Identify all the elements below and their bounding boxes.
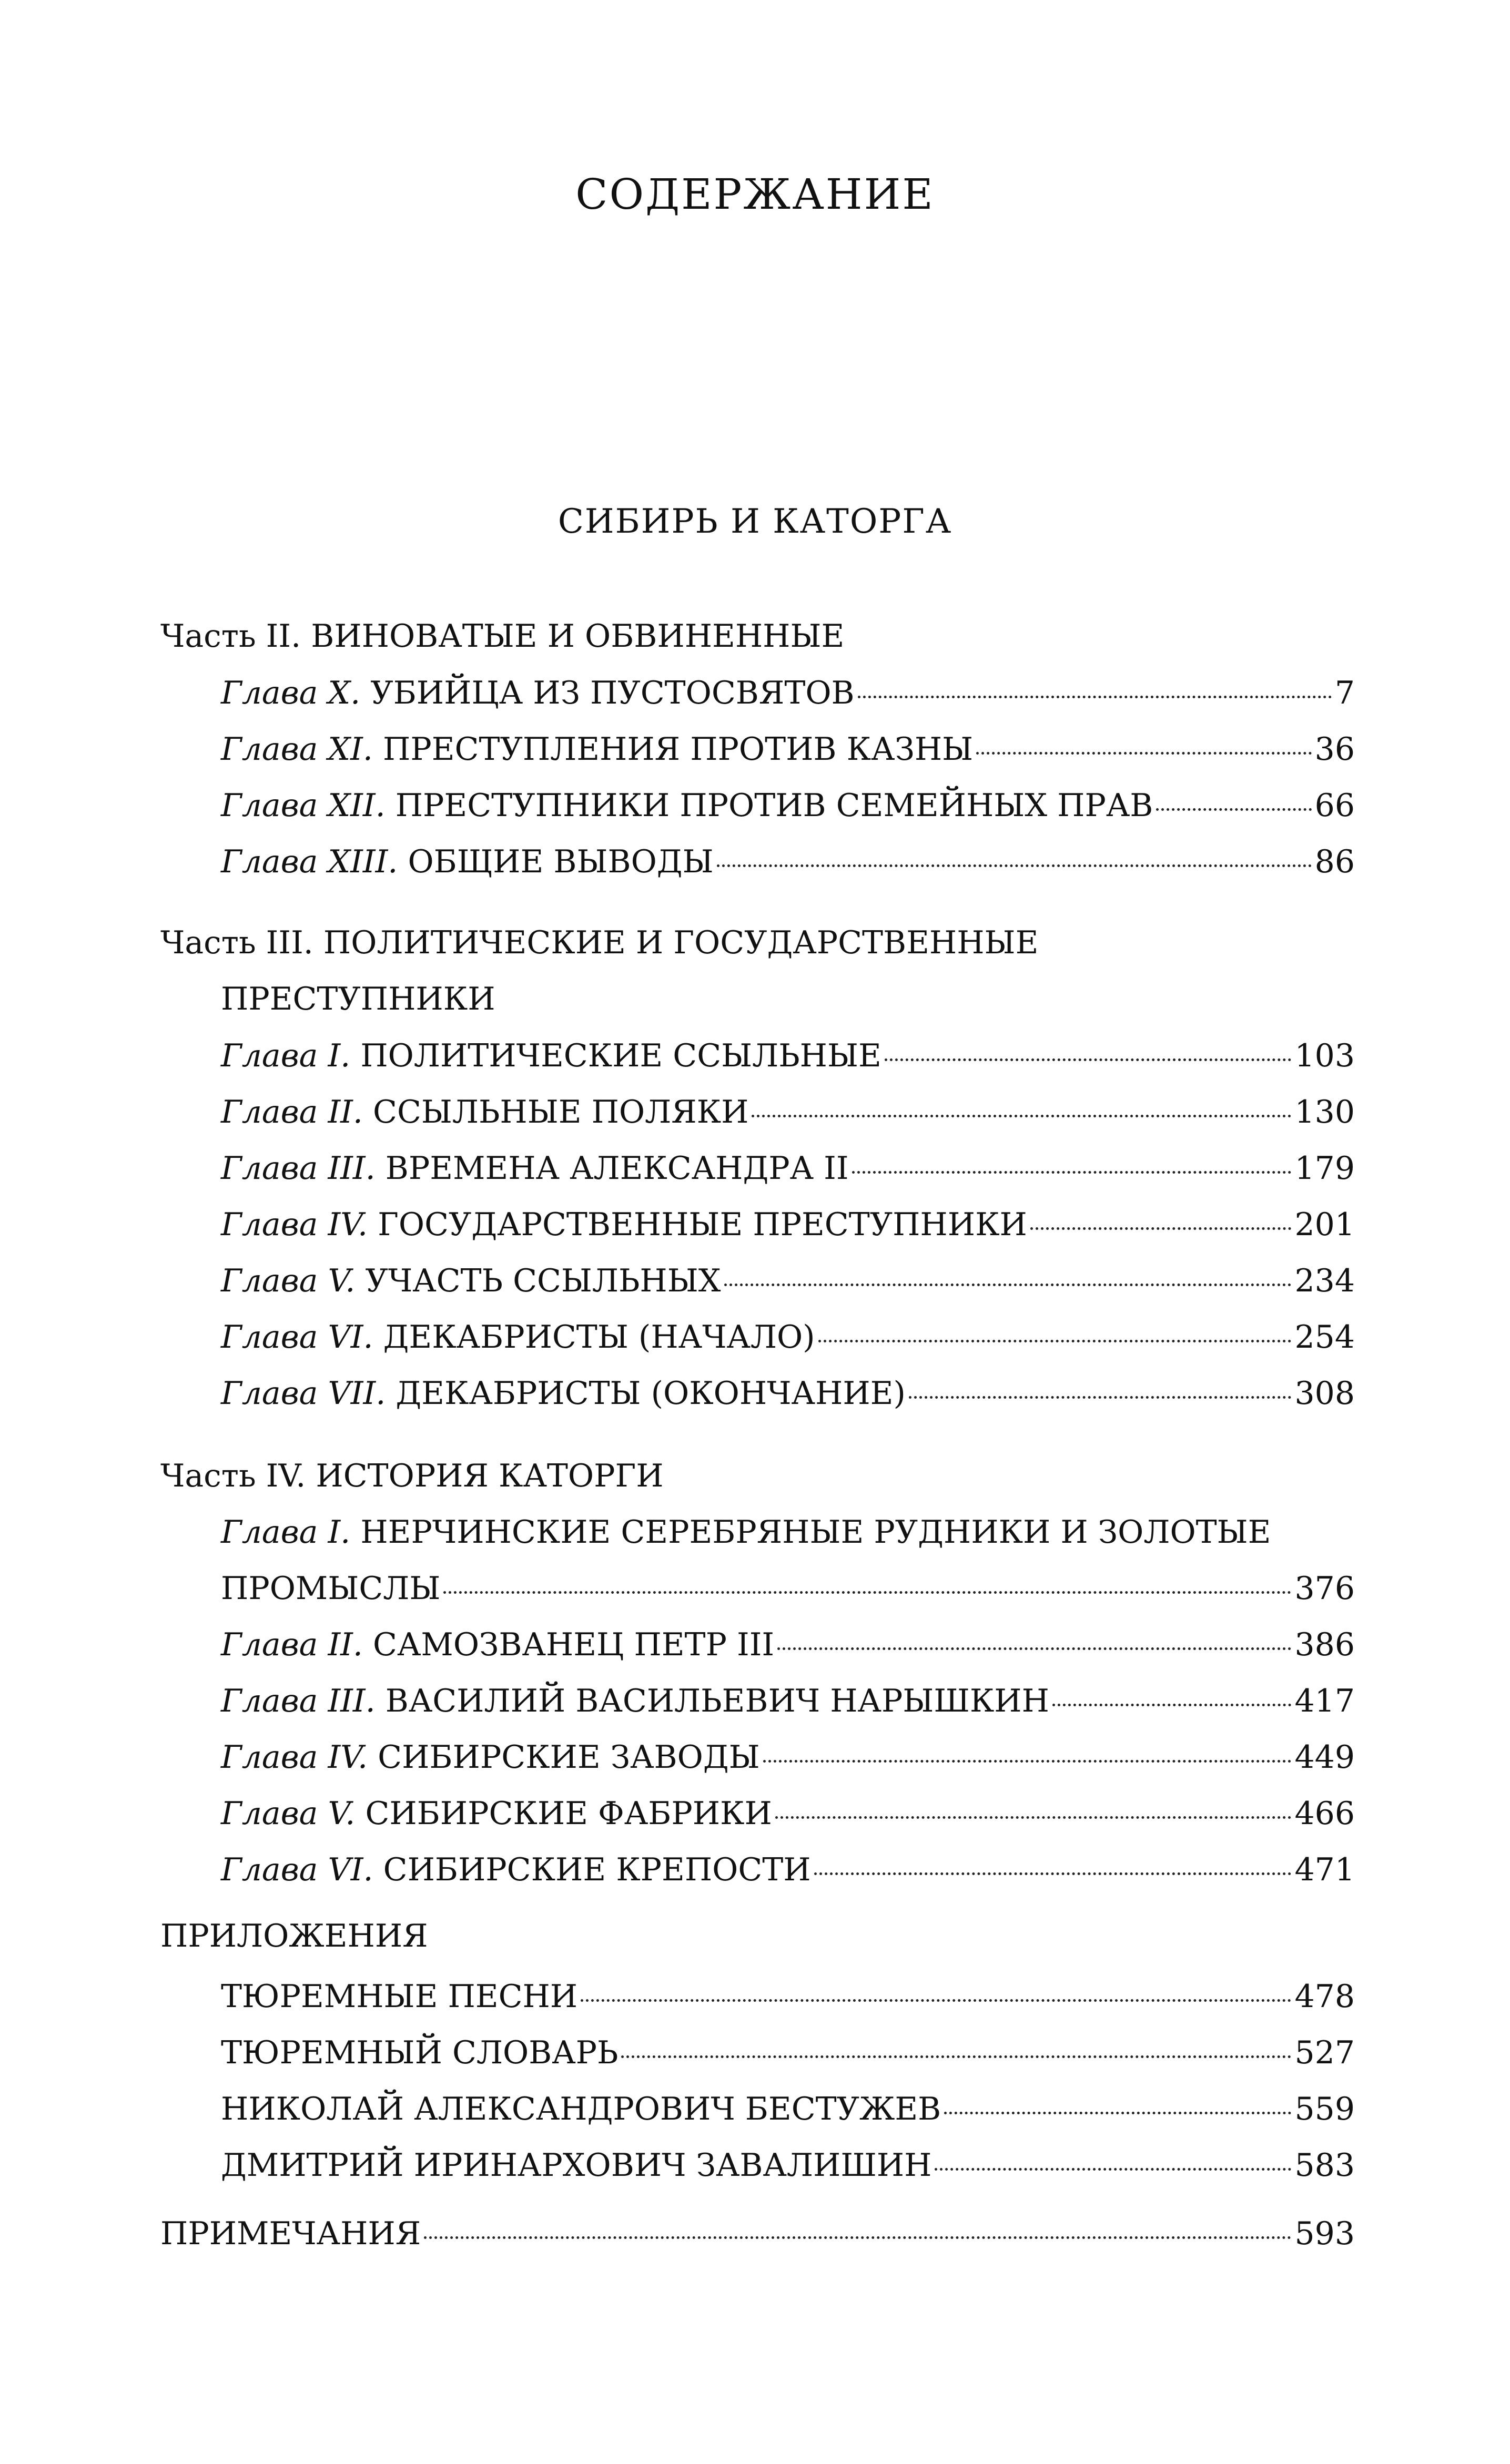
dot-leader <box>885 1058 1292 1061</box>
chapter-number: Глава III. <box>221 1150 376 1187</box>
chapter-title: СИБИРСКИЕ ЗАВОДЫ <box>378 1739 760 1776</box>
page-number: 36 <box>1314 731 1355 768</box>
chapter-title: ПРЕСТУПНИКИ ПРОТИВ СЕМЕЙНЫХ ПРАВ <box>395 787 1153 824</box>
toc-entry[interactable] <box>221 1685 1355 1717</box>
chapter-title: ГОСУДАРСТВЕННЫЕ ПРЕСТУПНИКИ <box>378 1206 1027 1243</box>
dot-leader <box>717 864 1312 867</box>
chapter-title: ОБЩИЕ ВЫВОДЫ <box>408 843 714 880</box>
dot-leader <box>852 1171 1292 1174</box>
part-2-heading: Часть II. ВИНОВАТЫЕ И ОБВИНЕННЫЕ <box>160 618 845 655</box>
toc-entry[interactable] <box>221 1319 1355 1356</box>
page-number: 308 <box>1294 1375 1355 1412</box>
page-number: 417 <box>1294 1683 1355 1719</box>
dot-leader <box>775 1816 1292 1819</box>
dot-leader <box>814 1872 1292 1875</box>
dot-leader <box>752 1115 1291 1117</box>
notes-title: ПРИМЕЧАНИЯ <box>160 2215 421 2252</box>
chapter-number: Глава I. <box>221 1037 351 1074</box>
chapter-title: ДЕКАБРИСТЫ (ОКОНЧАНИЕ) <box>396 1375 906 1412</box>
chapter-number: Глава VI. <box>221 1319 373 1356</box>
page-number: 66 <box>1314 787 1355 824</box>
toc-entry[interactable] <box>221 2093 1355 2125</box>
chapter-number: Глава V. <box>221 1262 356 1299</box>
chapter-title-continued: ПРОМЫСЛЫ <box>221 1570 441 1607</box>
appendix-title: НИКОЛАЙ АЛЕКСАНДРОВИЧ БЕСТУЖЕВ <box>221 2091 941 2127</box>
page-number: 471 <box>1294 1851 1355 1888</box>
page-number: 103 <box>1294 1037 1355 1074</box>
dot-leader <box>976 752 1311 755</box>
page-number: 478 <box>1294 1978 1355 2015</box>
chapter-number: Глава X. <box>221 675 361 711</box>
dot-leader <box>1052 1704 1292 1706</box>
chapter-title: УБИЙЦА ИЗ ПУСТОСВЯТОВ <box>370 675 855 711</box>
page-number: 559 <box>1294 2091 1355 2127</box>
dot-leader <box>724 1284 1292 1286</box>
page-number: 201 <box>1294 1206 1355 1243</box>
toc-entry[interactable] <box>221 1795 1355 1832</box>
toc-entry[interactable] <box>221 1375 1355 1412</box>
dot-leader <box>763 1760 1292 1763</box>
page-number: 449 <box>1294 1739 1355 1776</box>
dot-leader <box>581 1999 1291 2002</box>
toc-entry[interactable] <box>221 1094 1355 1131</box>
chapter-title: ВАСИЛИЙ ВАСИЛЬЕВИЧ НАРЫШКИН <box>385 1683 1049 1719</box>
page-number: 234 <box>1294 1262 1355 1299</box>
chapter-title: ПОЛИТИЧЕСКИЕ ССЫЛЬНЫЕ <box>360 1037 881 1074</box>
dot-leader <box>935 2168 1291 2171</box>
chapter-title: САМОЗВАНЕЦ ПЕТР III <box>373 1626 775 1663</box>
page-number: 254 <box>1294 1319 1355 1356</box>
chapter-title: УЧАСТЬ ССЫЛЬНЫХ <box>365 1262 721 1299</box>
toc-entry[interactable] <box>221 1037 1355 1074</box>
toc-entry[interactable] <box>221 1206 1355 1243</box>
toc-entry-notes[interactable] <box>160 2215 1355 2252</box>
dot-leader <box>443 1591 1291 1594</box>
chapter-number: Глава V. <box>221 1795 356 1832</box>
page-number: 386 <box>1294 1626 1355 1663</box>
dot-leader <box>818 1340 1292 1342</box>
page-number: 130 <box>1294 1094 1355 1131</box>
appendix-title: ТЮРЕМНЫЙ СЛОВАРЬ <box>221 2034 619 2071</box>
chapter-title: СИБИРСКИЕ ФАБРИКИ <box>365 1795 772 1832</box>
toc-entry[interactable] <box>221 1262 1355 1299</box>
chapter-title: ПРЕСТУПЛЕНИЯ ПРОТИВ КАЗНЫ <box>383 731 974 768</box>
dot-leader <box>858 696 1332 698</box>
toc-entry[interactable] <box>221 677 1355 709</box>
toc-entry[interactable] <box>221 1978 1355 2015</box>
page-number: 376 <box>1294 1570 1355 1607</box>
chapter-number: Глава XI. <box>221 731 373 768</box>
chapter-number: Глава VI. <box>221 1851 373 1888</box>
toc-entry[interactable] <box>221 1739 1355 1776</box>
toc-entry[interactable] <box>221 1570 1355 1607</box>
appendix-title: ТЮРЕМНЫЕ ПЕСНИ <box>221 1978 578 2015</box>
toc-entry[interactable] <box>221 2034 1355 2071</box>
chapter-title: ССЫЛЬНЫЕ ПОЛЯКИ <box>373 1094 749 1131</box>
chapter-title: НЕРЧИНСКИЕ СЕРЕБРЯНЫЕ РУДНИКИ И ЗОЛОТЫЕ <box>360 1514 1271 1551</box>
page-number: 593 <box>1294 2215 1355 2252</box>
toc-entry[interactable] <box>221 731 1355 768</box>
toc-entry[interactable] <box>221 787 1355 824</box>
book-title: СИБИРЬ И КАТОРГА <box>558 502 952 541</box>
page-number: 86 <box>1314 843 1355 880</box>
dot-leader <box>777 1647 1291 1650</box>
toc-entry[interactable] <box>221 843 1355 880</box>
part-3-heading: Часть III. ПОЛИТИЧЕСКИЕ И ГОСУДАРСТВЕННЫЕ <box>160 924 1039 961</box>
chapter-title: ВРЕМЕНА АЛЕКСАНДРА II <box>385 1150 849 1187</box>
chapter-number: Глава II. <box>221 1094 363 1131</box>
appendix-title: ДМИТРИЙ ИРИНАРХОВИЧ ЗАВАЛИШИН <box>221 2147 932 2184</box>
chapter-number: Глава IV. <box>221 1206 368 1243</box>
chapter-number: Глава VII. <box>221 1375 386 1412</box>
chapter-number: Глава XIII. <box>221 843 398 880</box>
page-number: 7 <box>1334 675 1355 711</box>
dot-leader <box>944 2112 1291 2114</box>
page-number: 527 <box>1294 2034 1355 2071</box>
toc-entry[interactable] <box>221 1150 1355 1187</box>
part-4-heading: Часть IV. ИСТОРИЯ КАТОРГИ <box>160 1458 664 1494</box>
dot-leader <box>909 1396 1292 1399</box>
page-number: 583 <box>1294 2147 1355 2184</box>
page-number: 466 <box>1294 1795 1355 1832</box>
page-title: СОДЕРЖАНИЕ <box>575 170 935 219</box>
page-number: 179 <box>1294 1150 1355 1187</box>
chapter-number: Глава III. <box>221 1683 376 1719</box>
dot-leader <box>424 2236 1291 2239</box>
chapter-title: СИБИРСКИЕ КРЕПОСТИ <box>383 1851 811 1888</box>
toc-entry-first-line[interactable] <box>221 1514 1271 1551</box>
toc-entry[interactable] <box>221 2147 1355 2184</box>
chapter-number: Глава IV. <box>221 1739 368 1776</box>
dot-leader <box>1030 1227 1292 1230</box>
chapter-title: ДЕКАБРИСТЫ (НАЧАЛО) <box>383 1319 815 1356</box>
toc-entry[interactable] <box>221 1851 1355 1888</box>
chapter-number: Глава XII. <box>221 787 386 824</box>
part-3-heading-continued: ПРЕСТУПНИКИ <box>221 981 495 1017</box>
dot-leader <box>1156 808 1311 811</box>
dot-leader <box>621 2055 1291 2058</box>
chapter-number: Глава II. <box>221 1626 363 1663</box>
chapter-number: Глава I. <box>221 1514 351 1551</box>
toc-entry[interactable] <box>221 1626 1355 1663</box>
appendices-heading: ПРИЛОЖЕНИЯ <box>160 1918 428 1954</box>
